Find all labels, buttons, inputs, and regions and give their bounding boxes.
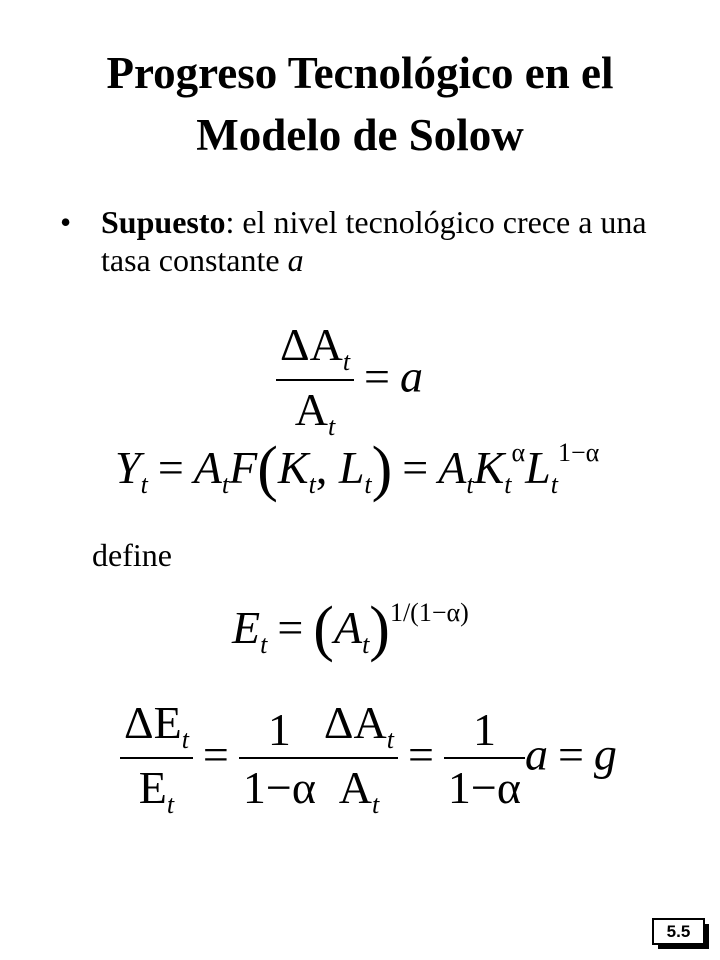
slide-number: 5.5 xyxy=(652,918,705,945)
bullet-bold-term: Supuesto xyxy=(101,204,226,240)
bullet-icon: • xyxy=(60,204,72,240)
title-line-2: Modelo de Solow xyxy=(196,110,524,160)
define-label: define xyxy=(92,537,172,573)
slide-title xyxy=(0,42,720,166)
bullet-variable: a xyxy=(287,242,304,278)
equation-growth-rate: $\frac{\Delta A_t}{A_t}$ = a xyxy=(276,322,423,440)
equation-efficiency-definition: $E_t = (A_t)^{1/(1-\alpha)}$ xyxy=(232,595,469,663)
slide-number-badge xyxy=(652,918,709,949)
bullet-text xyxy=(101,203,661,279)
title-line-1: Progreso Tecnológico en el xyxy=(106,48,614,98)
equation-efficiency-growth: $\frac{\Delta E_t}{E_t}$ = $\frac{1}{1-\alpha}$ $\frac{\Delta A_t}{A_t}$ = $\frac{1}{1-\alpha}$ a = g xyxy=(120,700,617,818)
bullet-body: : el nivel tecnológico crece a una tasa constante xyxy=(101,204,647,278)
equation-production-function: $Y_t = A_tF(K_t$, $L_t) = A_tK_t^\alpha L_t^{1-\alpha}$ xyxy=(115,435,600,503)
